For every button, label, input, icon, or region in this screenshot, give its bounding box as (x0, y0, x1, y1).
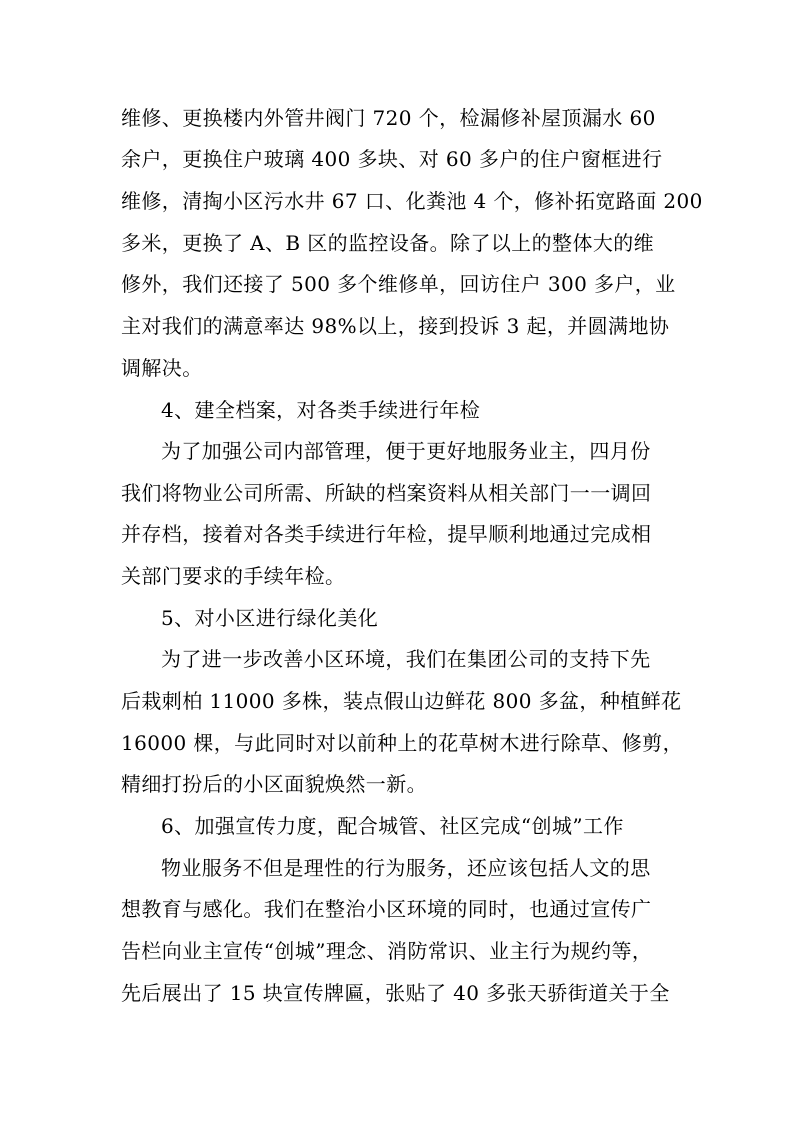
body-text-line: 修外，我们还接了 500 多个维修单，回访住户 300 多户，业 (121, 272, 676, 296)
body-text-line: 关部门要求的手续年检。 (121, 564, 346, 588)
body-text-line: 维修、更换楼内外管井阀门 720 个，检漏修补屋顶漏水 60 (121, 106, 656, 130)
paragraph-first-line: 为了加强公司内部管理，便于更好地服务业主，四月份 (161, 439, 651, 463)
paragraph-first-line: 为了进一步改善小区环境，我们在集团公司的支持下先 (161, 647, 651, 671)
body-text-line: 调解决。 (121, 356, 203, 380)
body-text-line: 余户，更换住户玻璃 400 多块、对 60 多户的住户窗框进行 (121, 147, 663, 171)
body-text-line: 16000 棵，与此同时对以前种上的花草树木进行除草、修剪， (121, 731, 683, 755)
body-text-line: 主对我们的满意率达 98%以上，接到投诉 3 起，并圆满地协 (121, 314, 670, 338)
section-heading: 5、对小区进行绿化美化 (161, 606, 379, 630)
body-text-line: 想教育与感化。我们在整治小区环境的同时，也通过宣传广 (121, 897, 652, 921)
body-text-line: 后栽刺柏 11000 多株，装点假山边鲜花 800 多盆，种植鲜花 (121, 689, 682, 713)
body-text-line: 维修，清掏小区污水井 67 口、化粪池 4 个，修补拓宽路面 200 (121, 189, 703, 213)
section-heading: 4、建全档案，对各类手续进行年检 (161, 398, 481, 422)
body-text-line: 并存档，接着对各类手续进行年检，提早顺利地通过完成相 (121, 522, 652, 546)
body-text-line: 告栏向业主宣传“创城”理念、消防常识、业主行为规约等， (121, 939, 653, 963)
section-heading: 6、加强宣传力度，配合城管、社区完成“创城”工作 (161, 814, 624, 838)
paragraph-first-line: 物业服务不但是理性的行为服务，还应该包括人文的思 (161, 856, 651, 880)
body-text-line: 精细打扮后的小区面貌焕然一新。 (121, 772, 427, 796)
body-text-line: 先后展出了 15 块宣传牌匾，张贴了 40 多张天骄街道关于全 (121, 981, 670, 1005)
body-text-line: 我们将物业公司所需、所缺的档案资料从相关部门一一调回 (121, 481, 652, 505)
body-text-line: 多米，更换了 A、B 区的监控设备。除了以上的整体大的维 (121, 231, 655, 255)
